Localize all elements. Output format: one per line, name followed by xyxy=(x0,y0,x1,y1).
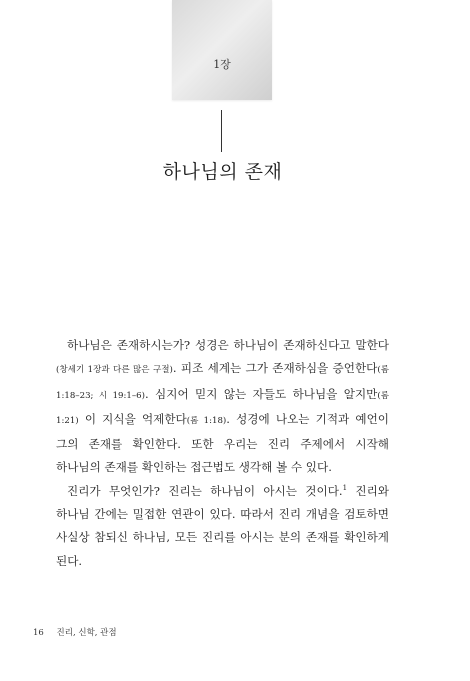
scripture-reference: (창세기 1장과 다른 많은 구절) xyxy=(56,365,173,376)
text-segment: . 피조 세계는 그가 존재하심을 증언한다 xyxy=(172,361,378,376)
divider-line xyxy=(221,110,222,152)
text-segment: 이 지식을 억제한다 xyxy=(78,411,187,426)
page-number: 16 xyxy=(33,628,44,638)
scripture-reference: (롬 1:18) xyxy=(186,415,227,426)
scripture-reference: (롬 1:18–23; 시 19:1–6) xyxy=(56,365,390,401)
chapter-label-box xyxy=(172,0,272,100)
book-title: 진리, 신학, 관점 xyxy=(56,628,117,638)
text-segment: 하나님은 존재하시는가? 성경은 하나님이 존재하신다고 말한다 xyxy=(67,338,389,352)
footnote-marker: 1 xyxy=(342,483,348,492)
text-segment: 진리가 무엇인가? 진리는 하나님이 아시는 것이다. xyxy=(67,483,343,498)
chapter-label: 1장 xyxy=(213,58,231,71)
text-segment: 진리와 하나님 간에는 밀접한 연관이 있다. 따라서 진리 개념을 검토하면 사실상 참되신 하나님, 모든 진리를 아시는 분의 존재를 확인하게 된다. xyxy=(56,483,389,568)
body-text xyxy=(56,334,389,573)
text-segment: . 심지어 믿지 않는 자들도 하나님을 알지만 xyxy=(145,386,378,401)
chapter-title: 하나님의 존재 xyxy=(162,161,283,183)
page-footer xyxy=(33,626,117,638)
paragraph xyxy=(56,480,389,573)
scripture-reference: (롬 1:21) xyxy=(56,390,389,426)
paragraph xyxy=(56,334,389,480)
text-segment: . 성경에 나오는 기적과 예언이 그의 존재를 확인한다. 또한 우리는 진리 주제에서 시작해 하나님의 존재를 확인하는 접근법도 생각해 볼 수 있다. xyxy=(56,411,389,475)
